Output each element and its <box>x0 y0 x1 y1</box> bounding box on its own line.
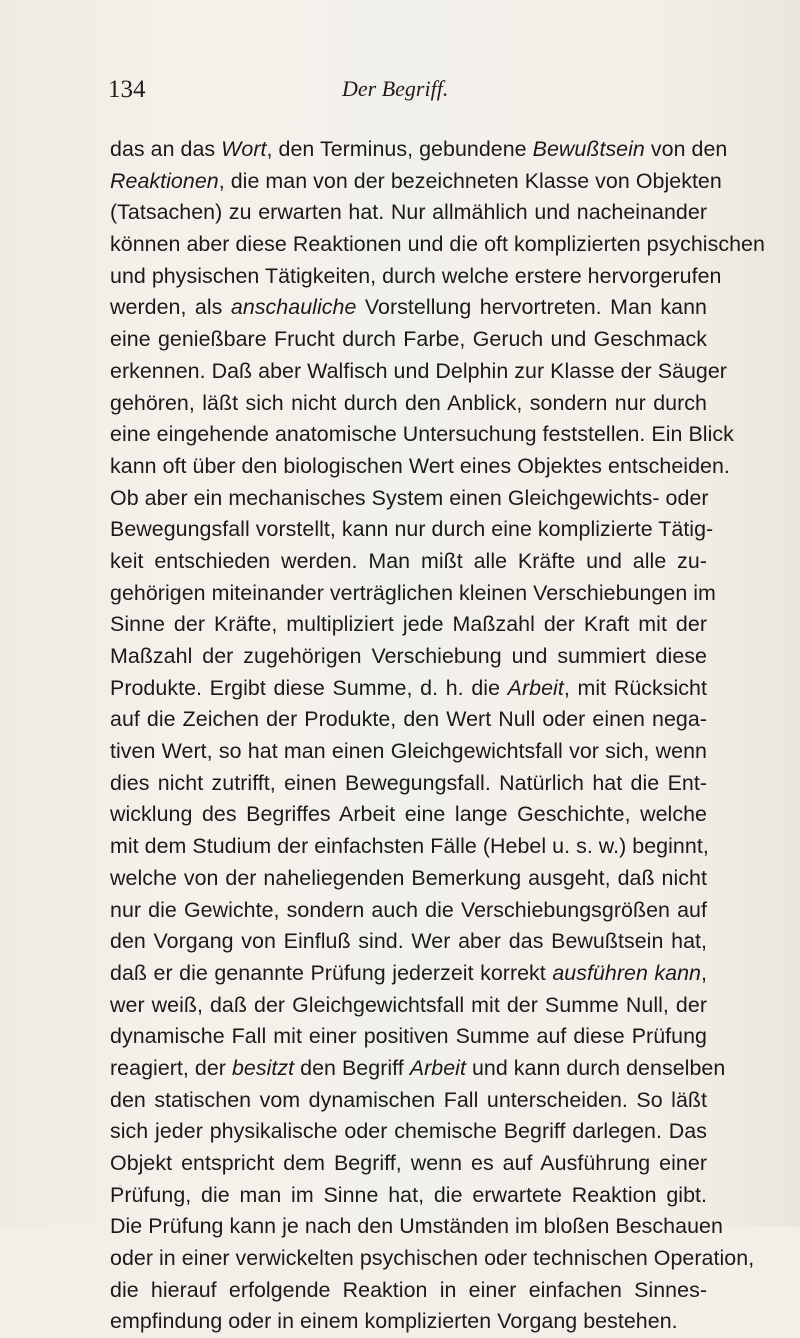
scan-speck <box>556 1212 559 1222</box>
text-segment: tiven Wert, so hat man einen Gleichgewichtsfall vor sich, wenn <box>110 739 707 764</box>
text-line <box>110 451 730 483</box>
text-line <box>110 578 716 610</box>
text-segment: Bewegungsfall vorstellt, kann nur durch eine komplizierte Tätig- <box>110 517 714 542</box>
emphasized-text: Reaktionen <box>110 168 219 193</box>
text-segment: welche von der naheliegenden Bemerkung ausgeht, daß nicht <box>110 865 707 890</box>
text-segment: kann oft über den biologischen Wert eines Objektes entscheiden. <box>110 453 730 478</box>
text-line <box>110 704 707 736</box>
text-segment: und kann durch denselben <box>465 1055 726 1080</box>
text-segment: gehören, läßt sich nicht durch den Anblick, sondern nur durch <box>110 390 707 415</box>
text-line <box>110 1021 707 1053</box>
text-line <box>110 166 722 198</box>
text-segment: Produkte. Ergibt diese Summe, d. h. die <box>110 675 508 700</box>
emphasized-text: anschauliche <box>230 295 357 320</box>
page-number: 134 <box>108 76 146 103</box>
text-line <box>110 1053 726 1085</box>
text-segment: können aber diese Reaktionen und die oft komplizierten psychischen <box>110 232 765 257</box>
text-line <box>110 324 707 356</box>
text-line <box>110 673 707 705</box>
text-segment: von den <box>644 137 728 161</box>
text-line <box>110 229 765 261</box>
text-segment: Ob aber ein mechanisches System einen Gleichgewichts- oder <box>110 485 709 510</box>
text-segment: , <box>701 960 707 985</box>
text-segment: dynamische Fall mit einer positiven Summe auf diese Prüfung <box>110 1024 707 1049</box>
text-segment: oder in einer verwickelten psychischen oder technischen Operation, <box>110 1246 755 1271</box>
text-segment: die hierauf erfolgende Reaktion in einer einfachen Sinnes- <box>110 1277 707 1302</box>
text-segment: dies nicht zutrifft, einen Bewegungsfall. Natürlich hat die Ent- <box>110 770 707 795</box>
text-segment: empfindung oder in einem komplizierten Vorgang bestehen. <box>110 1309 678 1334</box>
text-line <box>110 736 707 768</box>
text-segment: Die Prüfung kann je nach den Umständen im bloßen Beschauen <box>110 1214 723 1239</box>
text-line <box>110 641 707 673</box>
text-line <box>110 483 707 515</box>
text-segment: werden, als <box>110 295 231 320</box>
emphasized-text: Bewußtsein <box>532 137 645 161</box>
text-segment: Prüfung, die man im Sinne hat, die erwartete Reaktion gibt. <box>110 1182 707 1207</box>
running-title: Der Begriff. <box>342 76 449 101</box>
text-segment: den Vorgang von Einfluß sind. Wer aber das Bewußtsein hat, <box>110 929 707 954</box>
text-segment: keit entschieden werden. Man mißt alle Kräfte und alle zu- <box>110 548 707 573</box>
text-line <box>110 768 707 800</box>
text-line <box>110 197 707 229</box>
text-line <box>110 514 714 546</box>
text-line <box>110 958 707 990</box>
text-segment: erkennen. Daß aber Walfisch und Delphin zur Klasse der Säuger <box>110 358 727 383</box>
text-segment: , mit Rücksicht <box>563 675 707 700</box>
text-segment: eine eingehende anatomische Untersuchung feststellen. Ein Blick <box>110 422 734 447</box>
text-segment: Maßzahl der zugehörigen Verschiebung und summiert diese <box>110 644 707 668</box>
text-line <box>110 609 707 641</box>
emphasized-text: besitzt <box>231 1055 295 1080</box>
text-segment: , den Terminus, gebundene <box>266 137 533 161</box>
text-segment: reagiert, der <box>110 1055 232 1080</box>
text-segment: wicklung des Begriffes Arbeit eine lange Geschichte, welche <box>110 802 707 827</box>
text-line <box>110 1243 755 1275</box>
text-segment: wer weiß, daß der Gleichgewichtsfall mit der Summe Null, der <box>110 992 707 1017</box>
text-segment: Vorstellung hervortreten. Man kann <box>356 295 707 320</box>
text-line <box>110 1148 707 1180</box>
text-line <box>110 292 707 324</box>
text-segment: nur die Gewichte, sondern auch die Verschiebungsgrößen auf <box>110 897 707 922</box>
text-segment: gehörigen miteinander verträglichen kleinen Verschiebungen im <box>110 580 716 605</box>
text-line <box>110 1116 707 1148</box>
text-line <box>110 1085 707 1117</box>
text-segment: und physischen Tätigkeiten, durch welche erstere hervorgerufen <box>110 263 722 288</box>
text-segment: den Begriff <box>294 1055 410 1080</box>
text-line <box>110 546 707 578</box>
text-segment: sich jeder physikalische oder chemische Begriff darlegen. Das <box>110 1119 707 1144</box>
text-line <box>110 261 722 293</box>
page-header <box>108 76 698 116</box>
emphasized-text: Arbeit <box>507 675 564 700</box>
text-line <box>110 1275 707 1307</box>
text-line <box>110 134 728 166</box>
text-segment: Sinne der Kräfte, multipliziert jede Maßzahl der Kraft mit der <box>110 612 707 637</box>
text-segment: auf die Zeichen der Produkte, den Wert Null oder einen nega- <box>110 707 707 732</box>
text-line <box>110 419 734 451</box>
scan-speck <box>118 1184 122 1191</box>
emphasized-text: Arbeit <box>409 1055 466 1080</box>
text-segment: daß er die genannte Prüfung jederzeit korrekt <box>110 960 553 985</box>
text-line <box>110 388 707 420</box>
text-segment: mit dem Studium der einfachsten Fälle (Hebel u. s. w.) beginnt, <box>110 834 709 859</box>
text-segment: eine genießbare Frucht durch Farbe, Geruch und Geschmack <box>110 327 707 352</box>
text-segment: den statischen vom dynamischen Fall unterscheiden. So läßt <box>110 1087 707 1112</box>
text-line <box>110 863 707 895</box>
text-line <box>110 1180 707 1212</box>
text-segment: (Tatsachen) zu erwarten hat. Nur allmählich und nacheinander <box>110 200 707 225</box>
text-line <box>110 895 707 927</box>
body-paragraph <box>110 134 765 1338</box>
text-line <box>110 831 707 863</box>
text-segment: das an das <box>110 137 222 161</box>
text-line <box>110 1211 723 1243</box>
text-segment: , die man von der bezeichneten Klasse von Objekten <box>218 168 722 193</box>
text-line <box>110 990 707 1022</box>
emphasized-text: ausführen kann <box>552 960 701 985</box>
text-segment: Objekt entspricht dem Begriff, wenn es auf Ausführung einer <box>110 1151 707 1175</box>
text-line <box>110 356 727 388</box>
text-line <box>110 926 707 958</box>
text-line <box>110 1306 707 1338</box>
text-line <box>110 799 707 831</box>
emphasized-text: Wort <box>221 137 267 161</box>
